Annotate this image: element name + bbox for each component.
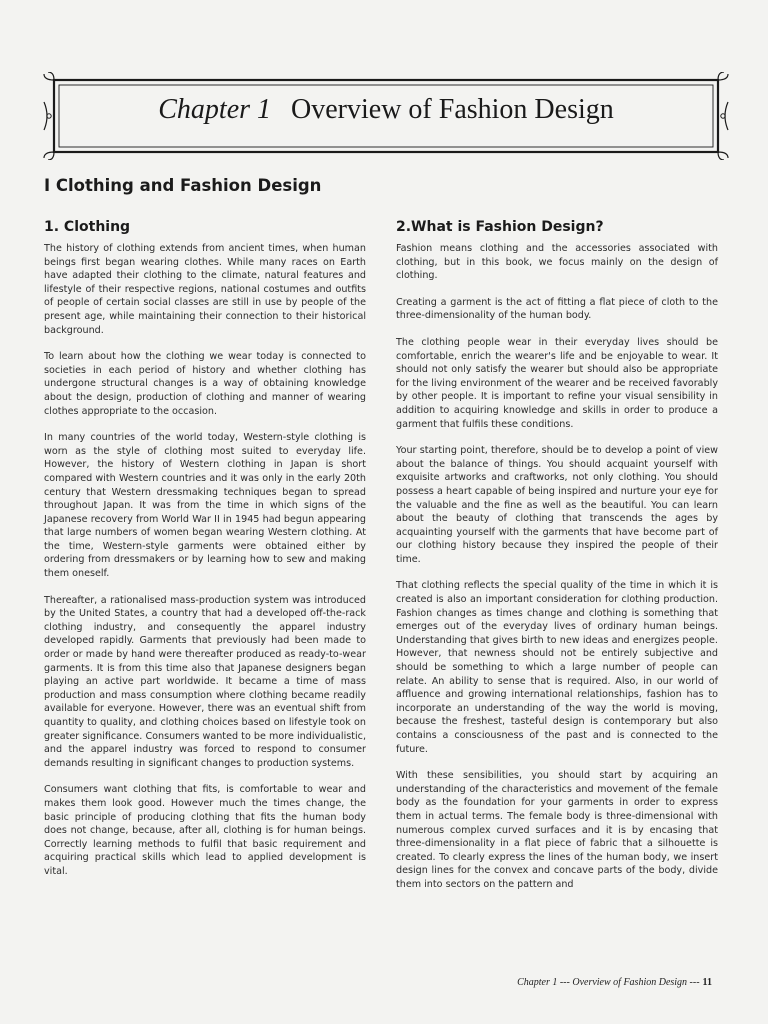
- page-footer: [517, 977, 712, 988]
- running-head: Chapter 1 --- Overview of Fashion Design ---: [517, 977, 700, 988]
- paragraph: Thereafter, a rationalised mass-production system was introduced by the United States, a country that had a developed off-the-rack clothing industry, and consequently the apparel industry developed rapidly. Garments that previously had been made to order or made by hand were thereafter produced as ready-to-wear garments. It is from this time also that Japanese designers began playing an active part worldwide. It became a time of mass production and mass consumption where clothing became readily available for everyone. However, there was an eventual shift from quantity to quality, and clothing choices based on lifestyle took on greater significance. Consumers wanted to be more individualistic, and the apparel industry was forced to respond to consumer demands resulting in significant changes to production systems.: [44, 594, 366, 769]
- clothing-heading: 1. Clothing: [44, 219, 131, 235]
- chapter-title: [40, 94, 732, 126]
- paragraph: With these sensibilities, you should start by acquiring an understanding of the characteristics and movement of the female body as the foundation for your garments in order to express them in actual terms. The female body is three-dimensional with numerous complex curved surfaces and it is by encasing that three-dimensionality in a flat piece of fabric that a silhouette is created. To clearly express the lines of the human body, we insert design lines for the convex and concave parts of the body, divide them into sectors on the pattern and: [396, 770, 718, 890]
- paragraph: Consumers want clothing that fits, is comfortable to wear and makes them look good. However much the times change, the basic principle of producing clothing that fits the human body does not change, because, after all, clothing is for human beings. Correctly learning methods to fulfil that basic requirement and acquiring practical skills which lead to applied development is vital.: [44, 784, 366, 877]
- chapter-name: Overview of Fashion Design: [291, 94, 614, 125]
- left-column: [44, 219, 366, 892]
- paragraph: Creating a garment is the act of fitting a flat piece of cloth to the three-dimensionality of the human body.: [396, 296, 718, 322]
- chapter-number: Chapter 1: [158, 94, 272, 125]
- paragraph: Fashion means clothing and the accessories associated with clothing, but in this book, we focus mainly on the design of clothing.: [396, 243, 718, 282]
- paragraph: To learn about how the clothing we wear today is connected to societies in each period of history and whether clothing has undergone structural changes is a way of obtaining knowledge about the design, production of clothing and manner of wearing clothes appropriate to the occasion.: [44, 351, 366, 417]
- paragraph: In many countries of the world today, Western-style clothing is worn as the style of clothing most suited to everyday life. However, the history of Western clothing in Japan is short compared with Western countries and it was only in the early 20th century that Western dressmaking techniques began to spread throughout Japan. It was from the time in which signs of the Japanese recovery from World War II in 1945 had begun appearing that large numbers of women began wearing Western clothing. At the time, Western-style garments were obtained either by ordering from dressmakers or by learning how to sew and making them oneself.: [44, 432, 366, 580]
- fashion-design-heading: 2.What is Fashion Design?: [396, 219, 604, 235]
- section-heading: I Clothing and Fashion Design: [44, 176, 322, 195]
- paragraph: The history of clothing extends from ancient times, when human beings first began wearing clothes. While many races on Earth have adapted their clothing to the climate, natural features and lifestyle of their respective regions, national costumes and outfits of people of certain social classes are still in use by people of the present age, while maintaining their connection to their historical background.: [44, 243, 366, 336]
- right-column: [396, 219, 718, 905]
- paragraph: That clothing reflects the special quality of the time in which it is created is also an important consideration for clothing production. Fashion changes as times change and clothing is something that emerges out of the everyday lives of ordinary human beings. Understanding that gives birth to new ideas and energizes people. However, that newness should not be entirely subjective and should be something to which a large number of people can relate. An ability to sense that is required. Also, in our world of affluence and growing international relationships, fashion has to incorporate an understanding of the way the world is moving, because the freshest, tasteful design is contemporary but also contains a consciousness of the past and is connected to the future.: [396, 580, 718, 755]
- chapter-title-banner: [40, 72, 732, 160]
- page-number: 11: [702, 977, 712, 988]
- paragraph: The clothing people wear in their everyday lives should be comfortable, enrich the wearer's life and be enjoyable to wear. It should not only satisfy the wearer but should also be appropriate for the living environment of the wearer and be received favorably by other people. It is important to refine your visual sensibility in addition to acquiring knowledge and skills in order to produce a garment that fulfils these conditions.: [396, 336, 718, 430]
- paragraph: Your starting point, therefore, should be to develop a point of view about the balance of things. You should acquaint yourself with exquisite artworks and craftworks, not only clothing. You should possess a heart capable of being inspired and nurture your eye for the valuable and the fine as well as the beautiful. You can learn about the beauty of clothing that transcends the ages by acquainting yourself with the garments that have become part of our clothing history because they inspired the people of their time.: [396, 445, 718, 565]
